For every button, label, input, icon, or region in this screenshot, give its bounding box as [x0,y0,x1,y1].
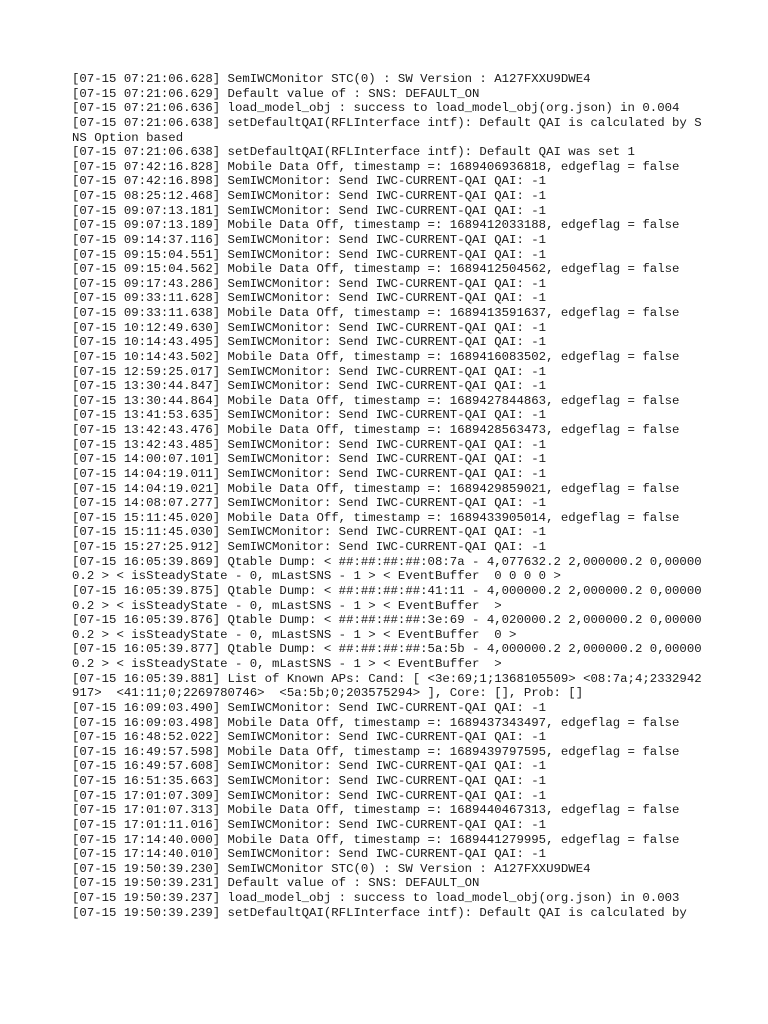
log-line: [07-15 07:42:16.828] Mobile Data Off, timestamp =: 1689406936818, edgeflag = false [72,159,680,174]
log-line: [07-15 17:01:11.016] SemIWCMonitor: Send IWC-CURRENT-QAI QAI: -1 [72,817,547,832]
log-line: [07-15 09:33:11.638] Mobile Data Off, timestamp =: 1689413591637, edgeflag = false [72,306,680,320]
log-line: [07-15 09:07:13.181] SemIWCMonitor: Send IWC-CURRENT-QAI QAI: -1 [72,203,547,218]
log-line: [07-15 17:01:07.309] SemIWCMonitor: Send IWC-CURRENT-QAI QAI: -1 [72,788,547,803]
log-line: [07-15 07:21:06.638] setDefaultQAI(RFLInterface intf): Default QAI is calculated by SNS Option based [72,115,702,145]
log-line: [07-15 13:30:44.864] Mobile Data Off, timestamp =: 1689427844863, edgeflag = false [72,393,680,408]
log-line: [07-15 07:21:06.629] Default value of : SNS: DEFAULT_ON [72,86,480,101]
log-line: [07-15 13:42:43.485] SemIWCMonitor: Send IWC-CURRENT-QAI QAI: -1 [72,437,547,452]
log-line: [07-15 16:05:39.877] Qtable Dump: < ##:##:##:##:5a:5b - 4,000000.2 2,000000.2 0,000000.2 > < isSteadyState - 0, mLastSNS - 1 > < EventBuffer > [72,642,702,671]
log-document [72,72,702,920]
log-line: [07-15 07:21:06.628] SemIWCMonitor STC(0) : SW Version : A127FXXU9DWE4 [72,72,591,86]
log-line: [07-15 19:50:39.237] load_model_obj : success to load_model_obj(org.json) in 0.003 [72,891,680,905]
log-line: [07-15 19:50:39.239] setDefaultQAI(RFLInterface intf): Default QAI is calculated by [72,905,687,920]
log-line: [07-15 14:08:07.277] SemIWCMonitor: Send IWC-CURRENT-QAI QAI: -1 [72,496,547,511]
log-line: [07-15 15:27:25.912] SemIWCMonitor: Send IWC-CURRENT-QAI QAI: -1 [72,540,547,554]
log-line: [07-15 14:00:07.101] SemIWCMonitor: Send IWC-CURRENT-QAI QAI: -1 [72,452,547,467]
log-line: [07-15 08:25:12.468] SemIWCMonitor: Send IWC-CURRENT-QAI QAI: -1 [72,189,547,203]
log-line: [07-15 09:17:43.286] SemIWCMonitor: Send IWC-CURRENT-QAI QAI: -1 [72,276,547,291]
log-line: [07-15 13:30:44.847] SemIWCMonitor: Send IWC-CURRENT-QAI QAI: -1 [72,379,547,394]
log-line: [07-15 13:41:53.635] SemIWCMonitor: Send IWC-CURRENT-QAI QAI: -1 [72,408,547,423]
log-line: [07-15 09:14:37.116] SemIWCMonitor: Send IWC-CURRENT-QAI QAI: -1 [72,232,547,247]
log-line: [07-15 16:05:39.869] Qtable Dump: < ##:##:##:##:08:7a - 4,077632.2 2,000000.2 0,000000.2 > < isSteadyState - 0, mLastSNS - 1 > < EventBuffer 0 0 0 0 > [72,554,702,584]
log-line: [07-15 19:50:39.231] Default value of : SNS: DEFAULT_ON [72,876,480,891]
log-line: [07-15 10:14:43.495] SemIWCMonitor: Send IWC-CURRENT-QAI QAI: -1 [72,335,547,350]
log-line: [07-15 09:33:11.628] SemIWCMonitor: Send IWC-CURRENT-QAI QAI: -1 [72,291,547,306]
log-line: [07-15 17:14:40.000] Mobile Data Off, timestamp =: 1689441279995, edgeflag = false [72,832,680,847]
log-line: [07-15 10:14:43.502] Mobile Data Off, timestamp =: 1689416083502, edgeflag = false [72,349,680,364]
log-line: [07-15 16:49:57.598] Mobile Data Off, timestamp =: 1689439797595, edgeflag = false [72,744,680,759]
log-line: [07-15 17:14:40.010] SemIWCMonitor: Send IWC-CURRENT-QAI QAI: -1 [72,847,547,862]
log-line: [07-15 16:51:35.663] SemIWCMonitor: Send IWC-CURRENT-QAI QAI: -1 [72,774,547,788]
log-line: [07-15 14:04:19.021] Mobile Data Off, timestamp =: 1689429859021, edgeflag = false [72,481,680,496]
log-line: [07-15 09:15:04.551] SemIWCMonitor: Send IWC-CURRENT-QAI QAI: -1 [72,247,547,262]
log-line: [07-15 16:05:39.881] List of Known APs: Cand: [ <3e:69;1;1368105509> <08:7a;4;2332942917> <41:11;0;2269780746> <5a:5b;0;203575294> ], Core: [], Prob: [] [72,671,702,701]
log-line: [07-15 19:50:39.230] SemIWCMonitor STC(0) : SW Version : A127FXXU9DWE4 [72,861,591,876]
log-line: [07-15 09:07:13.189] Mobile Data Off, timestamp =: 1689412033188, edgeflag = false [72,218,680,233]
log-line: [07-15 07:42:16.898] SemIWCMonitor: Send IWC-CURRENT-QAI QAI: -1 [72,174,547,189]
log-line: [07-15 07:21:06.636] load_model_obj : success to load_model_obj(org.json) in 0.004 [72,101,680,116]
log-line: [07-15 12:59:25.017] SemIWCMonitor: Send IWC-CURRENT-QAI QAI: -1 [72,364,547,379]
log-line: [07-15 16:48:52.022] SemIWCMonitor: Send IWC-CURRENT-QAI QAI: -1 [72,730,547,745]
log-line: [07-15 14:04:19.011] SemIWCMonitor: Send IWC-CURRENT-QAI QAI: -1 [72,466,547,481]
log-line: [07-15 15:11:45.020] Mobile Data Off, timestamp =: 1689433905014, edgeflag = false [72,510,680,525]
log-line: [07-15 16:05:39.875] Qtable Dump: < ##:##:##:##:41:11 - 4,000000.2 2,000000.2 0,000000.2 > < isSteadyState - 0, mLastSNS - 1 > < EventBuffer > [72,583,702,613]
log-line: [07-15 16:49:57.608] SemIWCMonitor: Send IWC-CURRENT-QAI QAI: -1 [72,759,547,774]
log-line: [07-15 10:12:49.630] SemIWCMonitor: Send IWC-CURRENT-QAI QAI: -1 [72,320,547,335]
log-line: [07-15 16:09:03.498] Mobile Data Off, timestamp =: 1689437343497, edgeflag = false [72,715,680,730]
log-line: [07-15 17:01:07.313] Mobile Data Off, timestamp =: 1689440467313, edgeflag = false [72,803,680,818]
log-line: [07-15 09:15:04.562] Mobile Data Off, timestamp =: 1689412504562, edgeflag = false [72,262,680,277]
log-line: [07-15 16:09:03.490] SemIWCMonitor: Send IWC-CURRENT-QAI QAI: -1 [72,700,547,715]
log-line: [07-15 07:21:06.638] setDefaultQAI(RFLInterface intf): Default QAI was set 1 [72,145,635,160]
log-line: [07-15 16:05:39.876] Qtable Dump: < ##:##:##:##:3e:69 - 4,020000.2 2,000000.2 0,000000.2 > < isSteadyState - 0, mLastSNS - 1 > < EventBuffer 0 > [72,613,702,642]
log-line: [07-15 15:11:45.030] SemIWCMonitor: Send IWC-CURRENT-QAI QAI: -1 [72,525,547,540]
log-line: [07-15 13:42:43.476] Mobile Data Off, timestamp =: 1689428563473, edgeflag = false [72,423,680,437]
